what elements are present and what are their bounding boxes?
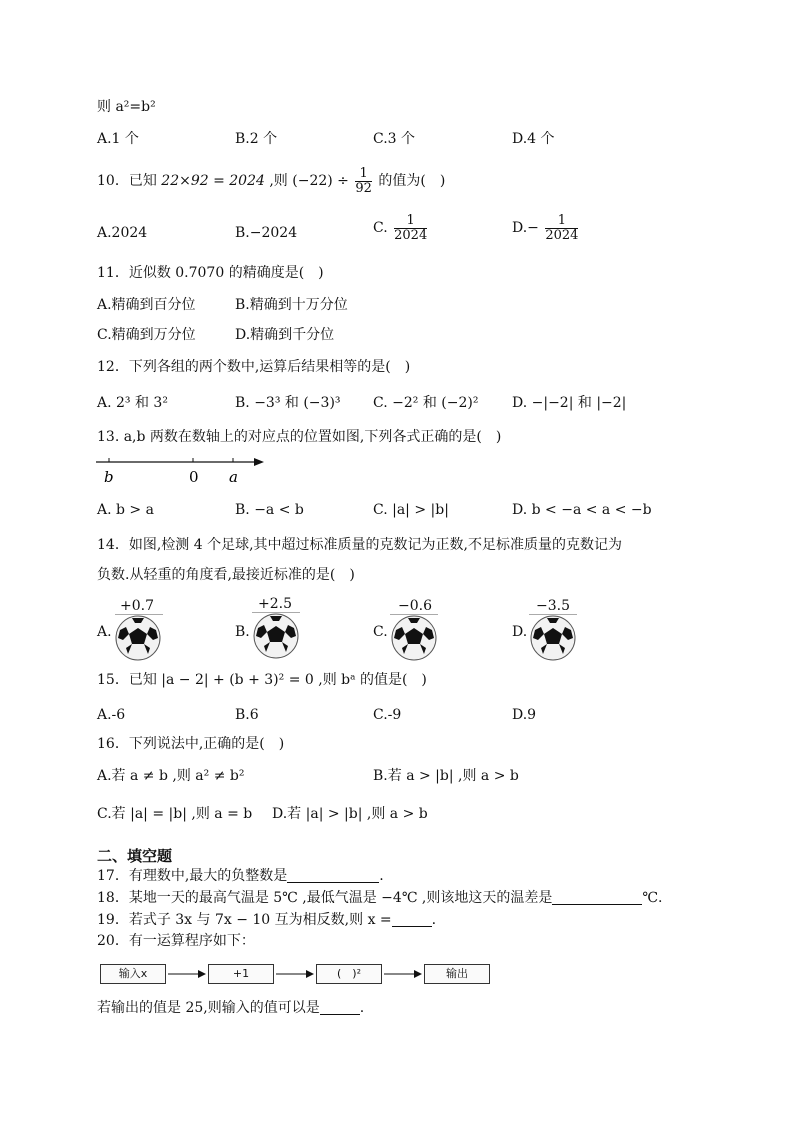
q18-end: ℃. (642, 890, 663, 906)
q12-option-a: A. 2³ 和 3² (97, 395, 168, 411)
q10-option-d-prefix: D.− (512, 220, 539, 237)
q13-stem: 13. a,b 两数在数轴上的对应点的位置如图,下列各式正确的是( ) (97, 429, 502, 445)
q9-option-b: B.2 个 (235, 131, 278, 147)
q15-option-c: C.-9 (373, 707, 402, 723)
flow-box-output: 输出 (424, 964, 490, 984)
q20-end: . (359, 1000, 365, 1016)
q10-fraction (355, 167, 372, 195)
q13-option-c: C. |a| > |b| (373, 502, 449, 518)
q16-stem: 16．下列说法中,正确的是( ) (97, 736, 285, 752)
q20-ending (97, 1000, 364, 1015)
number-line-arrow (254, 458, 264, 466)
q17 (97, 868, 384, 883)
q14-stem-line1: 14．如图,检测 4 个足球,其中超过标准质量的克数记为正数,不足标准质量的克数记为 (97, 537, 622, 553)
q10-given: 22×92 = 2024 (161, 173, 265, 189)
q10-option-c-num: 1 (394, 214, 427, 229)
q11-stem: 11．近似数 0.7070 的精确度是( ) (97, 265, 324, 281)
flow-box-plus-one: +1 (208, 964, 274, 984)
q16-option-a: A.若 a ≠ b ,则 a² ≠ b² (97, 768, 245, 784)
ball-c-letter: C. (373, 624, 388, 640)
q19 (97, 912, 436, 927)
q10-stem (97, 163, 445, 199)
q20-ending-text: 若输出的值是 25,则输入的值可以是 (97, 1000, 320, 1016)
q18 (97, 890, 663, 905)
q16-option-b: B.若 a > |b| ,则 a > b (373, 768, 519, 784)
q13-option-d: D. b < −a < a < −b (512, 502, 652, 518)
axis-label-0: 0 (189, 468, 199, 486)
q17-answer-blank[interactable] (287, 868, 379, 883)
q9-option-a: A.1 个 (97, 131, 139, 147)
q10-tail: 的值为( ) (378, 173, 446, 189)
q10-mid: ,则 (−22) ÷ (269, 173, 349, 189)
ball-b-letter: B. (235, 624, 250, 640)
q10-option-c-den: 2024 (394, 227, 428, 243)
q18-answer-blank[interactable] (552, 890, 642, 905)
axis-label-b: b (104, 468, 114, 486)
ball-d-letter: D. (512, 624, 528, 640)
ball-d-value: −3.5 (536, 598, 570, 614)
flow-arrow-icon (274, 968, 316, 980)
q16-option-c: C.若 |a| = |b| ,则 a = b (97, 806, 253, 822)
q12-option-b: B. −3³ 和 (−3)³ (235, 395, 341, 411)
soccer-ball-icon (390, 614, 438, 662)
q14-stem-line2: 负数.从轻重的角度看,最接近标准的是( ) (97, 567, 355, 583)
q15-stem: 15．已知 |a − 2| + (b + 3)² = 0 ,则 bᵃ 的值是( ) (97, 672, 427, 688)
q10-option-c-prefix: C. (373, 220, 388, 237)
soccer-ball-icon (529, 614, 577, 662)
flow-box-square: ( )² (316, 964, 382, 984)
flow-arrow-icon (166, 968, 208, 980)
q9-option-d: D.4 个 (512, 131, 555, 147)
q20-stem: 20．有一运算程序如下： (97, 933, 255, 949)
q10-option-c-fraction (394, 214, 427, 242)
q10-option-d-fraction (545, 214, 578, 242)
q19-end: . (431, 912, 437, 928)
ball-b-value: +2.5 (258, 596, 292, 612)
q11-option-c: C.精确到万分位 (97, 327, 196, 343)
q10-option-b: B.−2024 (235, 225, 298, 241)
soccer-ball-icon (252, 612, 300, 660)
ball-c-value: −0.6 (398, 598, 432, 614)
axis-label-a: a (229, 468, 238, 486)
number-line (92, 452, 272, 488)
q10-option-d (512, 214, 580, 242)
q12-option-c: C. −2² 和 (−2)² (373, 395, 479, 411)
flow-arrow-icon (382, 968, 424, 980)
q17-text: 17．有理数中,最大的负整数是 (97, 868, 288, 884)
q10-option-d-num: 1 (545, 214, 578, 229)
q19-answer-blank[interactable] (392, 912, 432, 927)
q19-text: 19．若式子 3x 与 7x − 10 互为相反数,则 x = (97, 912, 392, 928)
intro-text: 则 a²=b² (97, 99, 156, 115)
q13-option-a: A. b > a (97, 502, 154, 518)
flow-box-input: 输入x (100, 964, 166, 984)
q10-frac-den: 92 (355, 180, 372, 196)
q12-option-d: D. −|−2| 和 |−2| (512, 395, 627, 411)
q15-option-d: D.9 (512, 707, 537, 723)
q13-option-b: B. −a < b (235, 502, 304, 518)
q15-option-b: B.6 (235, 707, 259, 723)
ball-a-value: +0.7 (120, 598, 154, 614)
q9-option-c: C.3 个 (373, 131, 416, 147)
q11-option-b: B.精确到十万分位 (235, 297, 348, 313)
q15-option-a: A.-6 (97, 707, 126, 723)
q11-option-a: A.精确到百分位 (97, 297, 196, 313)
q20-answer-blank[interactable] (320, 1000, 360, 1015)
q18-text: 18．某地一天的最高气温是 5℃ ,最低气温是 −4℃ ,则该地这天的温差是 (97, 890, 553, 906)
q16-option-d: D.若 |a| > |b| ,则 a > b (272, 806, 428, 822)
q11-option-d: D.精确到千分位 (235, 327, 335, 343)
q10-option-a: A.2024 (97, 225, 148, 241)
q17-end: . (379, 868, 384, 884)
ball-a-letter: A. (97, 624, 112, 640)
section-title-fill-blank: 二、填空题 (97, 847, 173, 865)
soccer-ball-icon (114, 614, 162, 662)
q10-option-c (373, 214, 429, 242)
q12-stem: 12．下列各组的两个数中,运算后结果相等的是( ) (97, 359, 411, 375)
q10-option-d-den: 2024 (545, 227, 579, 243)
q10-frac-num: 1 (355, 167, 372, 182)
q10-lead: 10．已知 (97, 173, 157, 189)
